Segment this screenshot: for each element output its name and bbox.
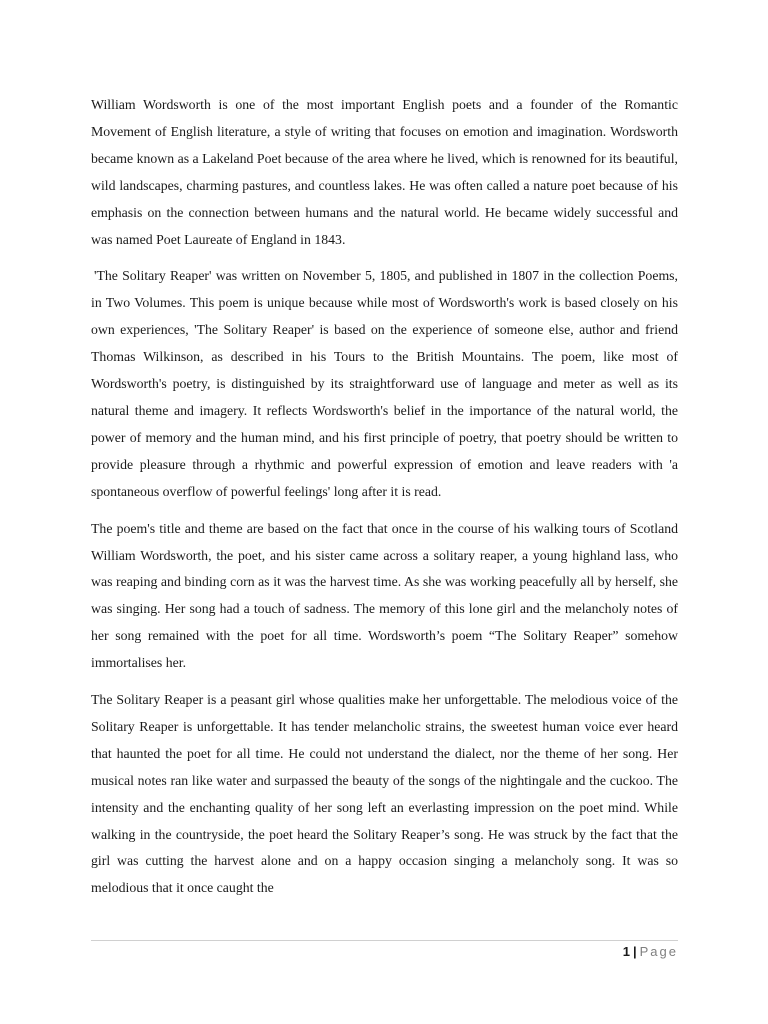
paragraph-wordsworth-intro: William Wordsworth is one of the most important English poets and a founder of the Romantic Movement of English literature, a style of writing that focuses on emotion and imagination. Wordsworth became known as a Lakeland Poet because of the area where he lived, which is renowned for its beautiful, wild landscapes, charming pastures, and countless lakes. He was often called a nature poet because of his emphasis on the connection between humans and the natural world. He became widely successful and was named Poet Laureate of England in 1843.: [91, 97, 678, 247]
document-body: [91, 92, 678, 912]
page-footer: [623, 943, 678, 961]
paragraph-solitary-reaper-background: 'The Solitary Reaper' was written on November 5, 1805, and published in 1807 in the collection Poems, in Two Volumes. This poem is unique because while most of Wordsworth's work is based closely on his own experiences, 'The Solitary Reaper' is based on the experience of someone else, author and friend Thomas Wilkinson, as described in his Tours to the British Mountains. The poem, like most of Wordsworth's poetry, is distinguished by its straightforward use of language and meter as well as its natural theme and imagery. It reflects Wordsworth's belief in the importance of the natural world, the power of memory and the human mind, and his first principle of poetry, that poetry should be written to provide pleasure through a rhythmic and powerful expression of emotion and leave readers with 'a spontaneous overflow of powerful feelings' long after it is read.: [91, 268, 678, 499]
page-number: 1: [622, 944, 630, 959]
footer-separator: |: [632, 944, 637, 959]
footer-divider: [91, 940, 678, 941]
paragraph-reaper-qualities: The Solitary Reaper is a peasant girl whose qualities make her unforgettable. The melodious voice of the Solitary Reaper is unforgettable. It has tender melancholic strains, the sweetest human voice ever heard that haunted the poet for all time. He could not understand the dialect, nor the theme of her song. Her musical notes ran like water and surpassed the beauty of the songs of the nightingale and the cuckoo. The intensity and the enchanting quality of her song left an everlasting impression on the poet mind. While walking in the countryside, the poet heard the Solitary Reaper’s song. He was struck by the fact that the girl was cutting the harvest alone and on a happy occasion singing a melancholy song. It was so melodious that it once caught the: [91, 692, 678, 896]
paragraph-poem-title-theme: The poem's title and theme are based on the fact that once in the course of his walking tours of Scotland William Wordsworth, the poet, and his sister came across a solitary reaper, a young highland lass, who was reaping and binding corn as it was the harvest time. As she was working peacefully all by herself, she was singing. Her song had a touch of sadness. The memory of this lone girl and the melancholy notes of her song remained with the poet for all time. Wordsworth’s poem “The Solitary Reaper” somehow immortalises her.: [91, 520, 678, 671]
page-label: Page: [639, 944, 678, 959]
